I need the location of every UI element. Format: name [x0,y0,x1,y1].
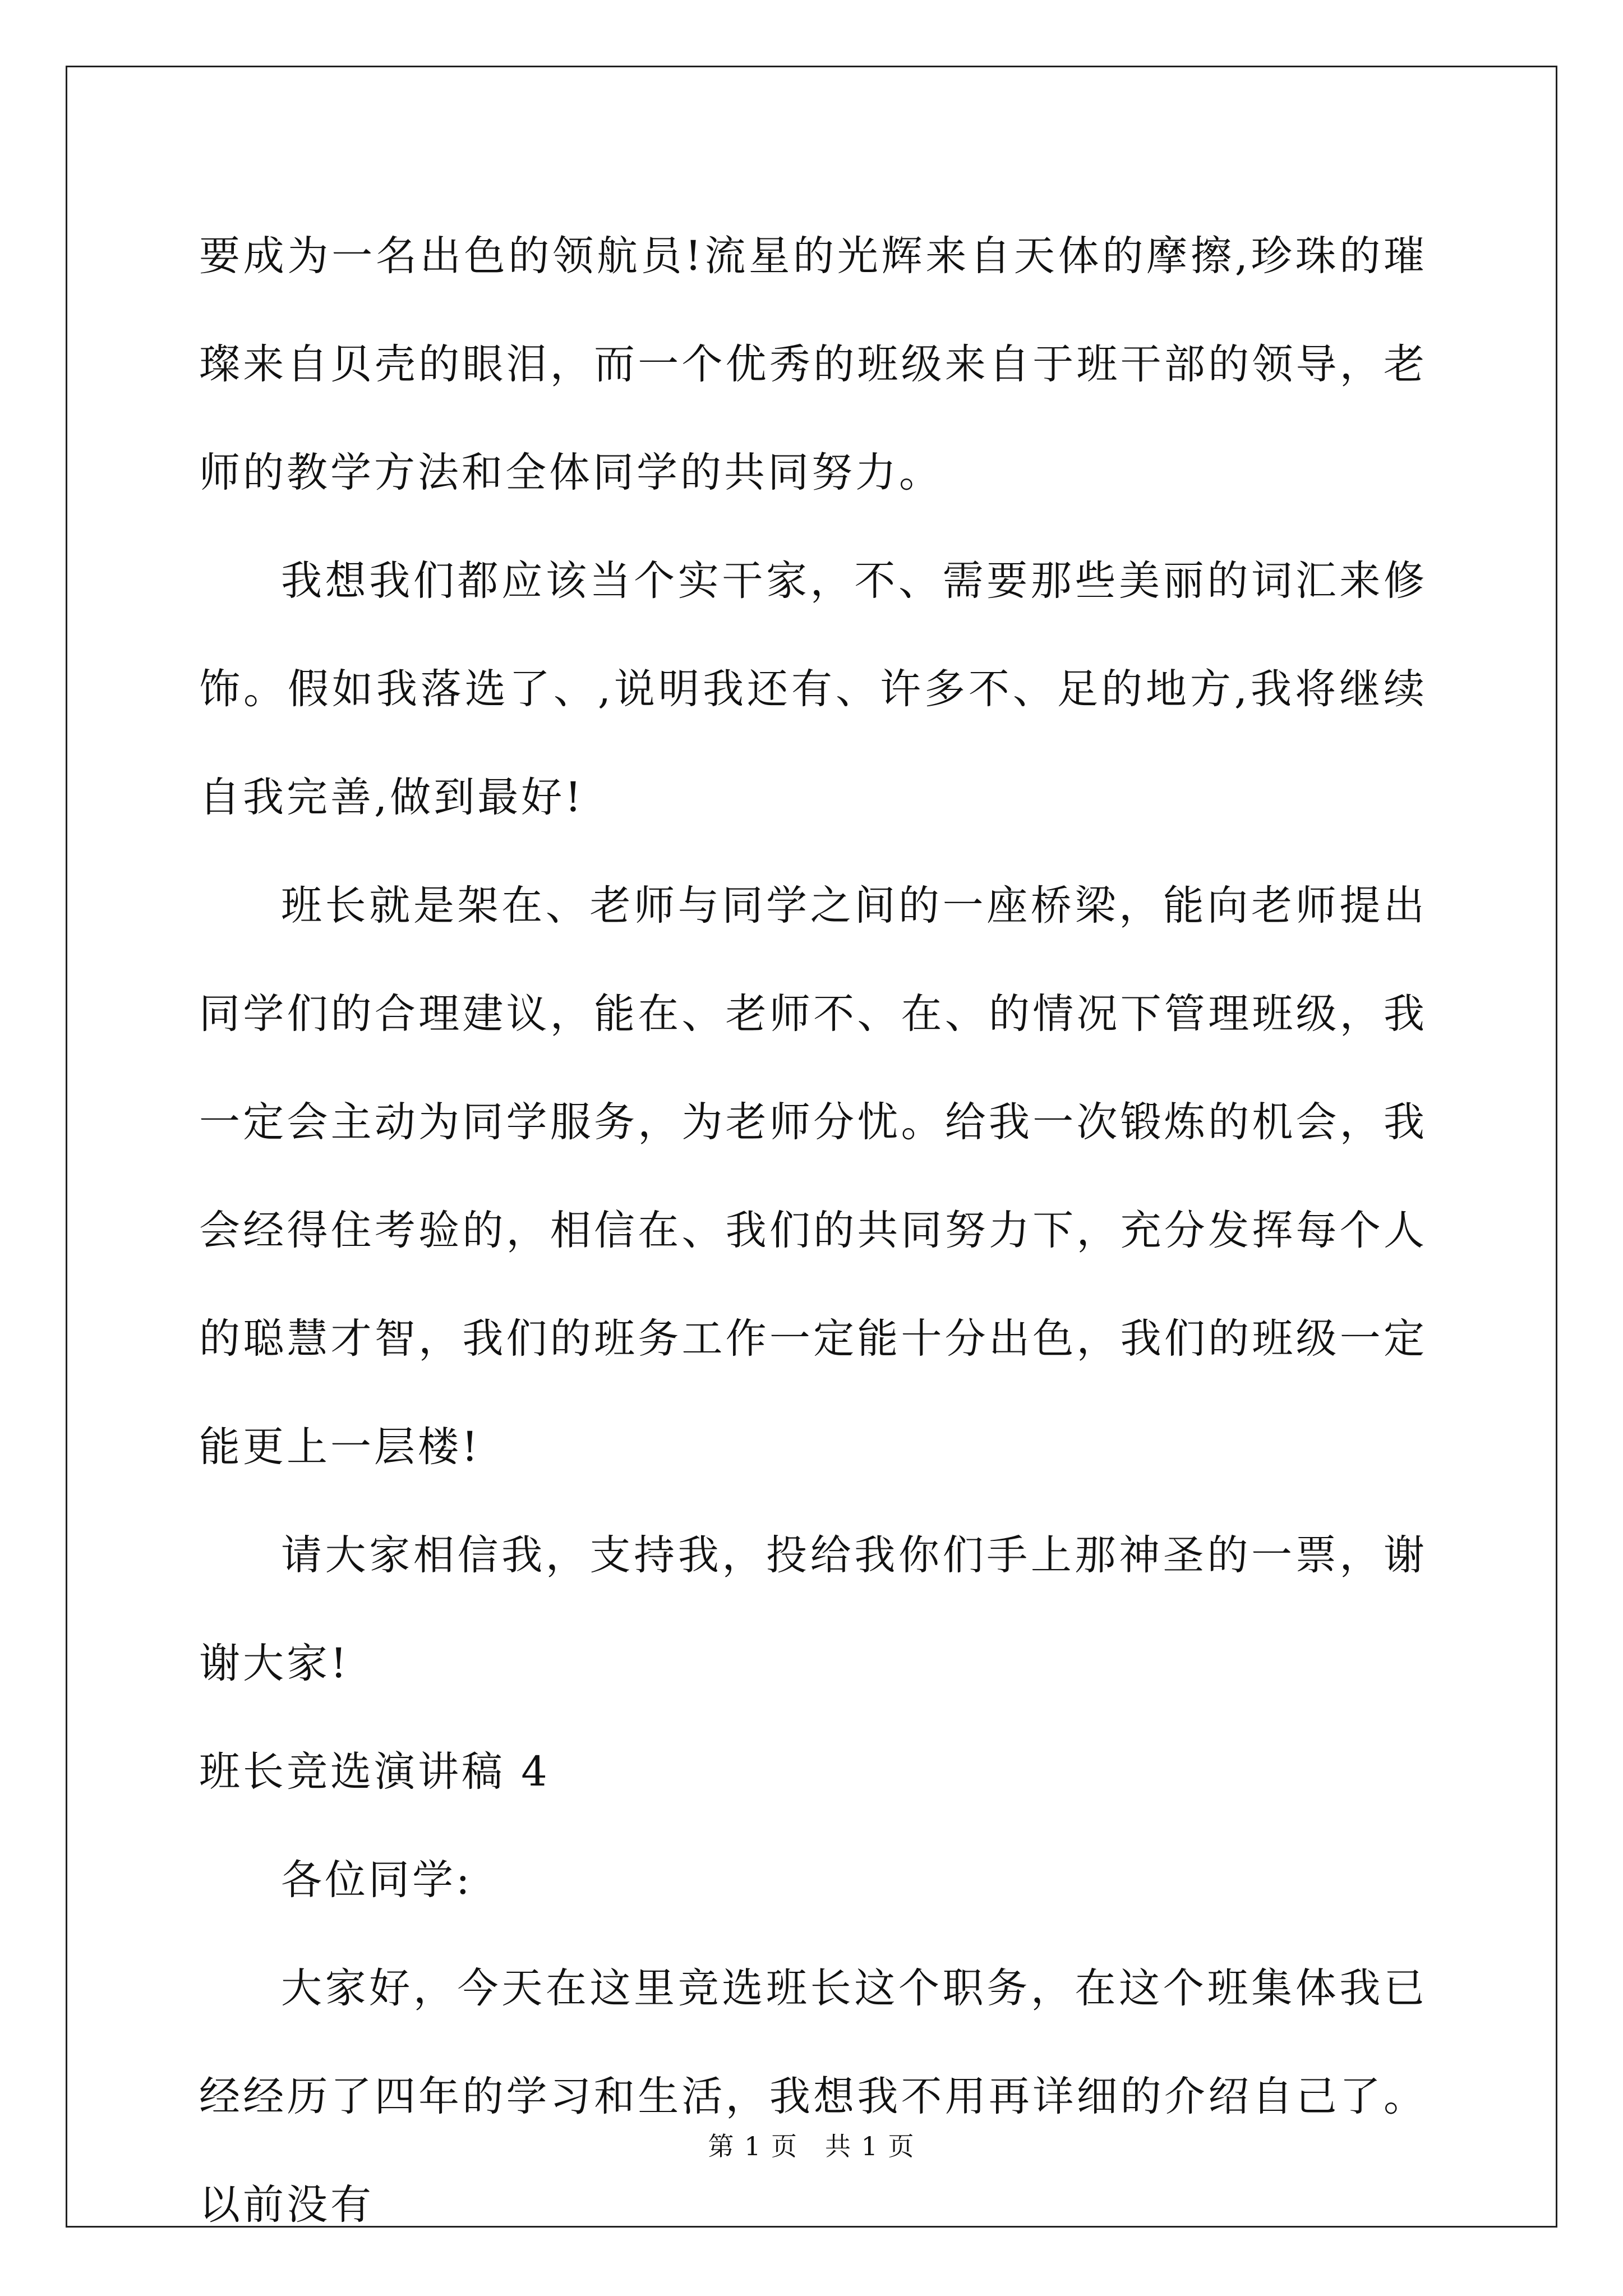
paragraph-2: 我想我们都应该当个实干家，不、需要那些美丽的词汇来修饰。假如我落选了、,说明我还有、许多不、足的地方,我将继续自我完善,做到最好! [199,557,1427,821]
paragraph-5: 大家好，今天在这里竞选班长这个职务，在这个班集体我已经经历了四年的学习和生活，我想我不用再详细的介绍自己了。以前没有 [199,1964,1427,2229]
salutation: 各位同学: [281,1856,473,1904]
paragraph-4: 请大家相信我，支持我，投给我你们手上那神圣的一票，谢谢大家! [199,1531,1427,1687]
paragraph-3: 班长就是架在、老师与同学之间的一座桥梁，能向老师提出同学们的合理建议，能在、老师不、在、的情况下管理班级，我一定会主动为同学服务，为老师分忧。给我一次锻炼的机会，我会经得住考验的，相信在、我们的共同努力下，充分发挥每个人的聪慧才智，我们的班务工作一定能十分出色，我们的班级一定能更上一层楼! [199,882,1427,1471]
document-body [199,202,1427,2259]
paragraph-1: 要成为一名出色的领航员!流星的光辉来自天体的摩擦,珍珠的璀璨来自贝壳的眼泪，而一个优秀的班级来自于班干部的领导，老师的教学方法和全体同学的共同努力。 [199,232,1427,496]
page-number-footer: 第 1 页 共 1 页 [708,2131,915,2161]
section-title: 班长竞选演讲稿 4 [199,1748,550,1796]
